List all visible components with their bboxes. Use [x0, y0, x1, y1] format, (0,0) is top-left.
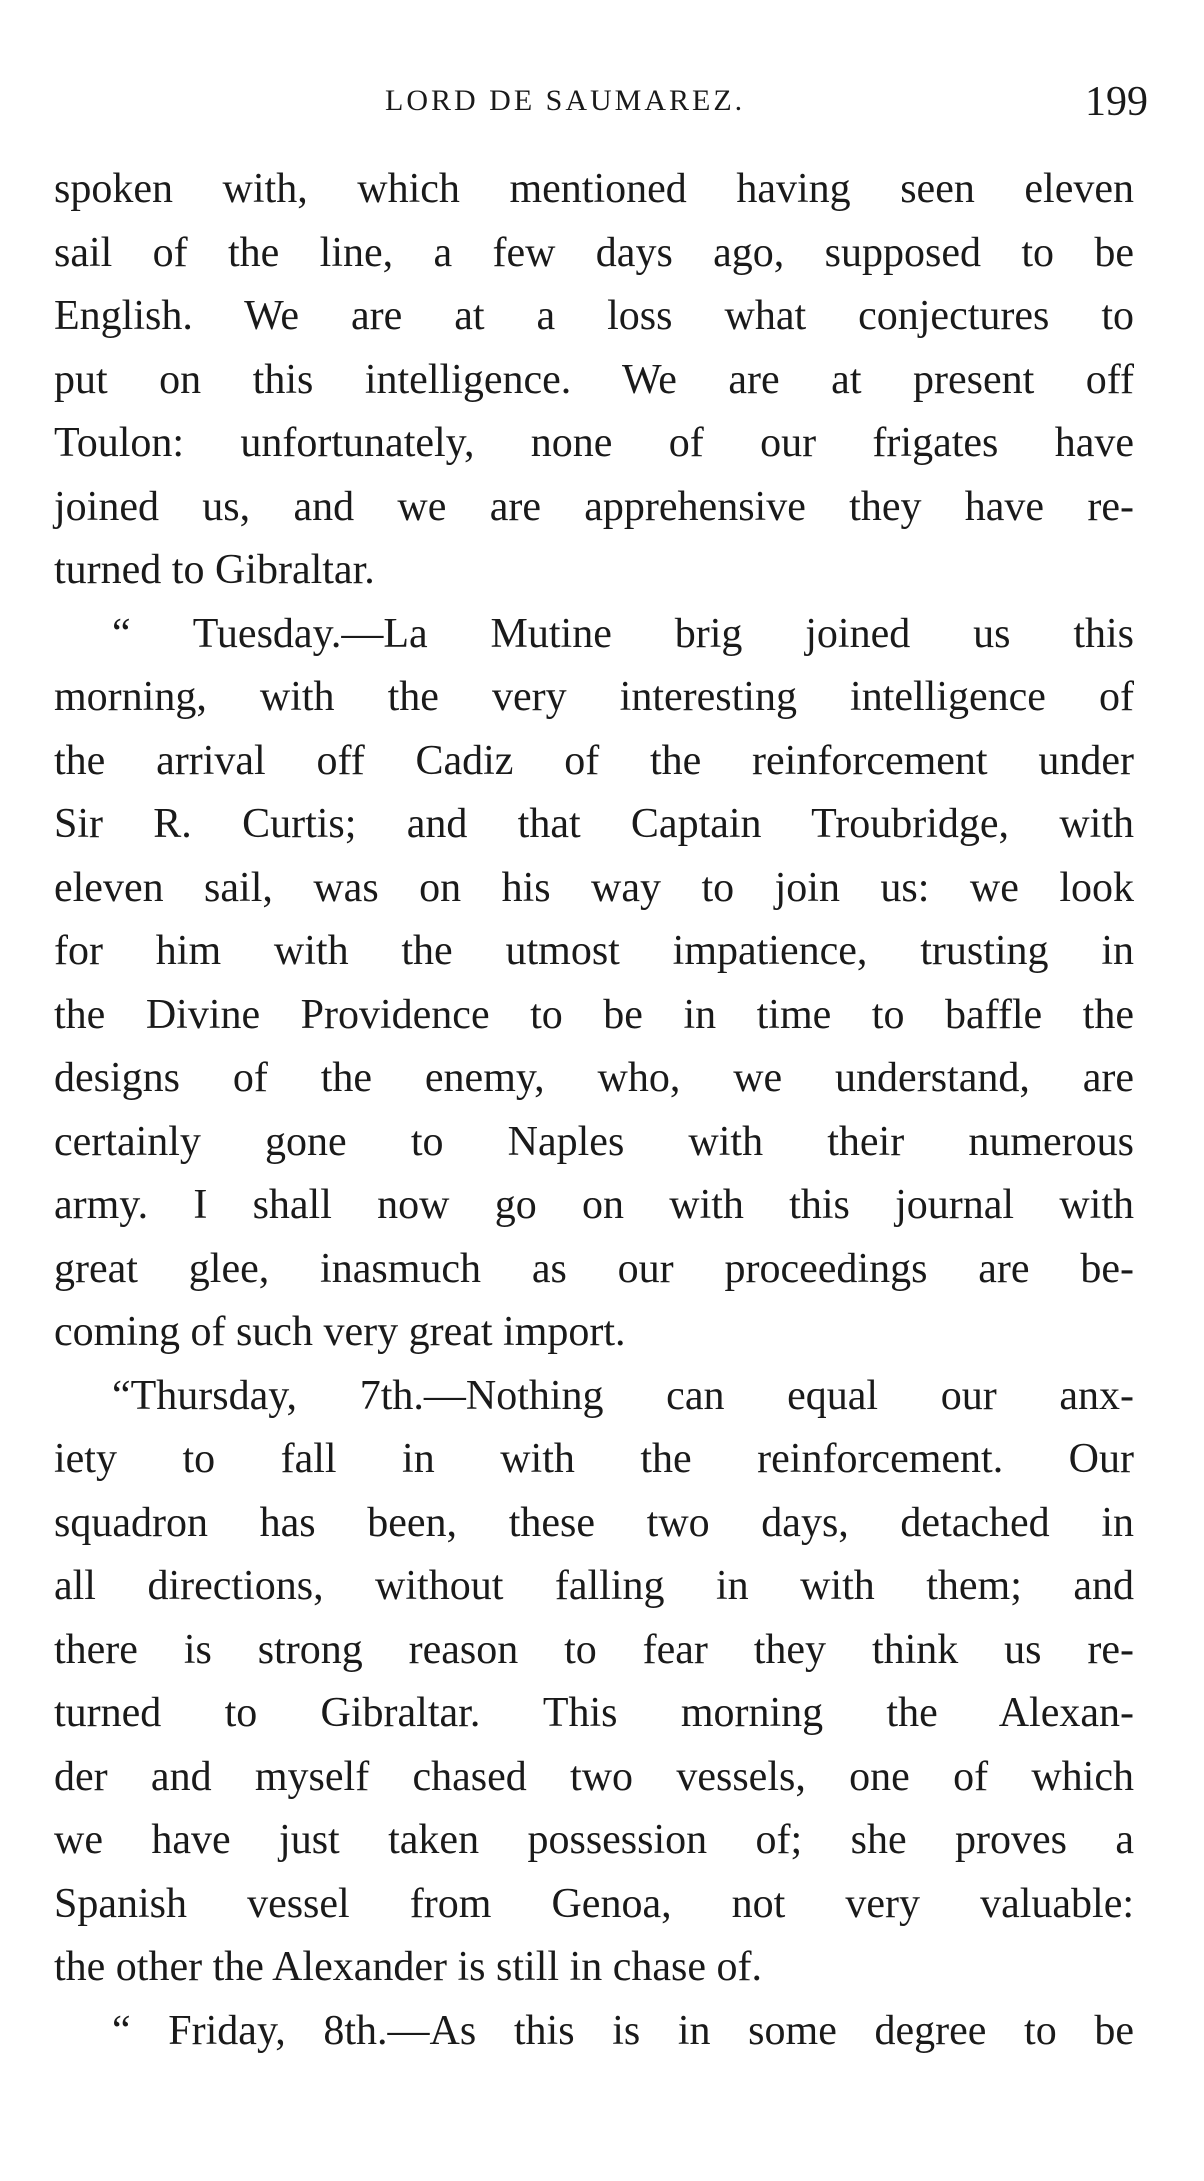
text-line: the Divine Providence to be in time to baffle the	[54, 991, 1134, 1038]
text-line: there is strong reason to fear they think us re-	[54, 1626, 1134, 1673]
text-line: for him with the utmost impatience, trusting in	[54, 928, 1134, 974]
text-line: “ Tuesday.—La Mutine brig joined us this	[112, 610, 1134, 657]
text-line: der and myself chased two vessels, one of which	[54, 1753, 1134, 1800]
body-text	[54, 158, 1134, 2063]
text-line: “Thursday, 7th.—Nothing can equal our anx-	[112, 1372, 1134, 1419]
text-line: we have just taken possession of; she proves a	[54, 1817, 1134, 1863]
text-line: squadron has been, these two days, detached in	[54, 1499, 1134, 1546]
text-line: certainly gone to Naples with their numerous	[54, 1118, 1134, 1165]
text-line: English. We are at a loss what conjectures to	[54, 293, 1134, 339]
text-line: the arrival off Cadiz of the reinforcement under	[54, 737, 1134, 784]
text-line: all directions, without falling in with them; and	[54, 1563, 1134, 1609]
text-line: eleven sail, was on his way to join us: we look	[54, 864, 1134, 911]
running-header	[0, 78, 1204, 128]
text-line: Spanish vessel from Genoa, not very valuable:	[54, 1880, 1134, 1927]
text-line: iety to fall in with the reinforcement. Our	[54, 1436, 1134, 1482]
text-line: Sir R. Curtis; and that Captain Troubridge, with	[54, 801, 1134, 847]
text-line: great glee, inasmuch as our proceedings are be-	[54, 1245, 1134, 1292]
page-number: 199	[1085, 79, 1148, 125]
text-line: turned to Gibraltar. This morning the Alexan-	[54, 1690, 1134, 1736]
text-line: sail of the line, a few days ago, supposed to be	[54, 229, 1134, 276]
running-title: LORD DE SAUMAREZ.	[385, 84, 746, 117]
text-line: put on this intelligence. We are at present off	[54, 356, 1134, 403]
text-line: the other the Alexander is still in chase of.	[54, 1944, 762, 1990]
text-line: army. I shall now go on with this journal with	[54, 1182, 1134, 1228]
text-line: joined us, and we are apprehensive they have re-	[54, 483, 1134, 530]
text-line: Toulon: unfortunately, none of our frigates have	[54, 420, 1134, 466]
text-line: coming of such very great import.	[54, 1309, 626, 1355]
text-line: morning, with the very interesting intelligence of	[54, 674, 1134, 720]
text-line: “ Friday, 8th.—As this is in some degree to be	[112, 2007, 1134, 2054]
text-line: designs of the enemy, who, we understand, are	[54, 1055, 1134, 1101]
text-line: turned to Gibraltar.	[54, 547, 375, 593]
text-line: spoken with, which mentioned having seen eleven	[54, 166, 1134, 212]
